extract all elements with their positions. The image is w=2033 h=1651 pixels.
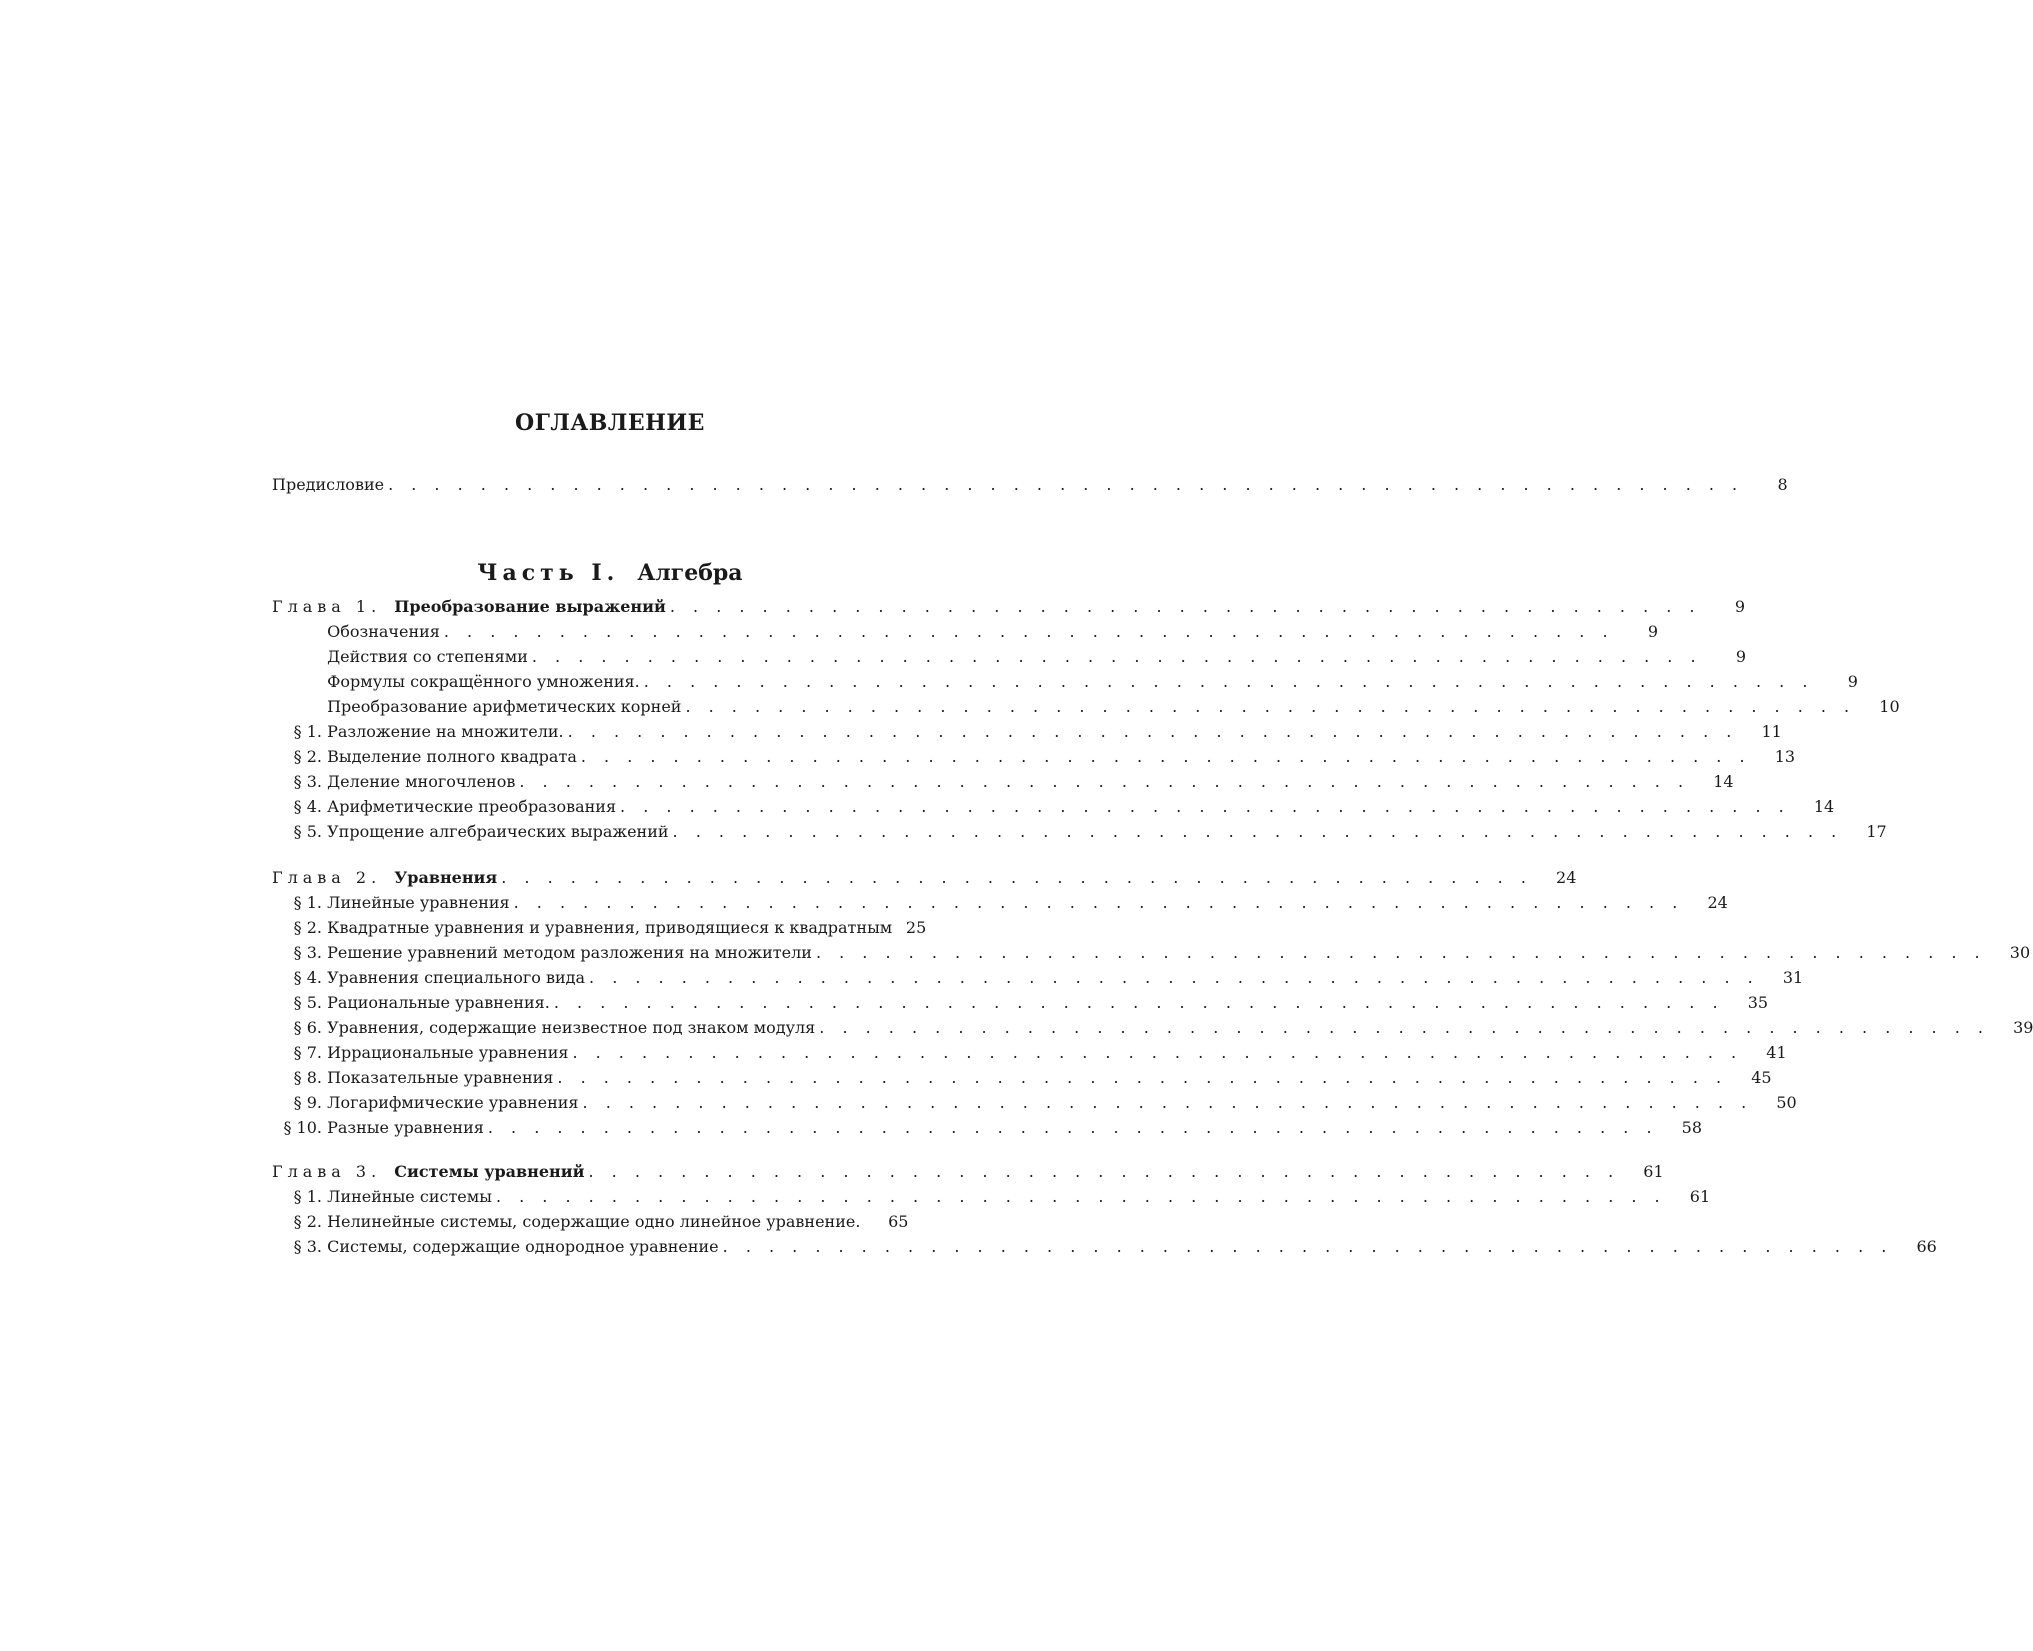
entry-title: Преобразование арифметических корней — [327, 697, 682, 716]
dot-leader: . . . . . . . . . . . . . . . . . . . . . . . . . . . . . . . . . . . . . . . . . . . . . — [501, 868, 1533, 887]
chapter-block-2 — [272, 865, 2033, 1140]
section-mark: § 1. — [293, 722, 322, 741]
section-mark: § 9. — [293, 1093, 322, 1112]
page-number: 41 — [1766, 1043, 1787, 1062]
entry-title: Решение уравнений методом разложения на множители — [327, 943, 812, 962]
section-mark: § 3. — [293, 943, 322, 962]
toc-entry[interactable] — [272, 1090, 1797, 1115]
toc-entry[interactable] — [272, 915, 927, 940]
toc-entry[interactable] — [272, 965, 1804, 990]
section-mark: § 8. — [293, 1068, 322, 1087]
page-number: 24 — [1556, 868, 1577, 887]
toc-entry[interactable] — [272, 1040, 1787, 1065]
section-mark: § 2. — [293, 1212, 322, 1231]
page-number: 35 — [1747, 993, 1769, 1012]
page-number: 9 — [1734, 597, 1746, 616]
dot-leader: . . . . . . . . . . . . . . . . . . . . . . . . . . . . . . . . . . . . . . . . . . . . . . . . . . . — [487, 1118, 1659, 1137]
chapter-block-3 — [272, 1159, 1937, 1259]
page-number: 9 — [1647, 622, 1659, 641]
dot-leader: . . . . . . . . . . . . . . . . . . . . . . . . . . . . . . . . . . . . . . . . . . . . . . . . . . . — [567, 722, 1738, 741]
section-mark: § 4. — [293, 797, 322, 816]
entry-title: Разложение на множители. — [327, 722, 564, 741]
toc-chapter-row[interactable] — [272, 1159, 1664, 1184]
toc-entry[interactable] — [272, 644, 1747, 669]
page-number: 31 — [1782, 968, 1804, 987]
page-number: 14 — [1813, 797, 1835, 816]
toc-entry-preface[interactable] — [272, 472, 1788, 497]
toc-entry[interactable] — [272, 1015, 2033, 1040]
entry-title: Линейные уравнения — [327, 893, 510, 912]
dot-leader: . . . . . . . . . . . . . . . . . . . . . . . . . . . . . . . . . . . . . . . . . . . . . . . . . . . — [620, 797, 1791, 816]
toc-entry[interactable] — [272, 619, 1659, 644]
preface-title: Предисловие — [272, 475, 385, 494]
dot-leader: . . . . . . . . . . . . . . . . . . . . . . . . . . . . . . . . . . . . . . . . . . . . . . . . . . . — [495, 1187, 1667, 1206]
dot-leader: . . . . . . . . . . . . . . . . . . . . . . . . . . . . . . . . . . . . . . . . . . . . . . . . . . . — [582, 1093, 1753, 1112]
page-number: 39 — [2013, 1018, 2033, 1037]
page-number: 11 — [1761, 722, 1782, 741]
dot-leader: . . . . . . . . . . . . . . . . . . . . . . . . . . . . . . . . . . . . . . . . . . . . . . . . . . . — [819, 1018, 1990, 1037]
toc-entry[interactable] — [272, 890, 1728, 915]
toc-chapter-row[interactable] — [272, 865, 1577, 890]
dot-leader: . . . . . . . . . . . . . . . . . . . . . . . . . . . . . . . . . . . . . . . . . . . . . . . . . . . — [643, 672, 1814, 691]
page-number: 61 — [1643, 1162, 1664, 1181]
toc-entry[interactable] — [272, 1234, 1937, 1259]
page-number: 13 — [1774, 747, 1796, 766]
page-number: 45 — [1751, 1068, 1772, 1087]
toc-entry[interactable] — [272, 769, 1734, 794]
toc-entry[interactable] — [272, 669, 1858, 694]
dot-leader: . . . . . . . . . . . . . . . . . . . . . . . . . . . . . . . . . . . . . . . . . . . . . . . . . . . — [513, 893, 1684, 912]
entry-title: Линейные системы — [327, 1187, 492, 1206]
entry-title: Действия со степенями — [327, 647, 528, 666]
dot-leader: . . . . . . . . . . . . . . . . . . . . . . . . . . . . . . . . . . . . . . . . . . . . . . . . . . . — [580, 747, 1752, 766]
page-number: 17 — [1866, 822, 1887, 841]
dot-leader: . . . . . . . . . . . . . . . . . . . . . . . . . . . . . . . . . . . . . . . . . . . . . . . . . . . — [589, 968, 1760, 987]
entry-title: Выделение полного квадрата — [327, 747, 577, 766]
section-mark: § 4. — [293, 968, 322, 987]
page-number: 30 — [2009, 943, 2031, 962]
entry-title: Обозначения — [327, 622, 440, 641]
page-number: 58 — [1681, 1118, 1703, 1137]
toc-entry[interactable] — [272, 794, 1835, 819]
dot-leader: . . . . . . . . . . . . . . . . . . . . . . . . . . . . . . . . . . . . . . . . . . . . . . . . . . . — [557, 1068, 1728, 1087]
page-number: 24 — [1707, 893, 1728, 912]
page-number: 9 — [1735, 647, 1747, 666]
page-number: 9 — [1847, 672, 1858, 691]
toc-entry[interactable] — [272, 694, 1900, 719]
page-number: 50 — [1776, 1093, 1797, 1112]
section-mark: § 1. — [293, 893, 322, 912]
toc-entry[interactable] — [272, 719, 1782, 744]
toc-entry[interactable] — [272, 1115, 1703, 1140]
dot-leader: . . . . . . . . . . . . . . . . . . . . . . . . . . . . . . . . . . . . . . . . . . . . . . . . . . . — [815, 943, 1987, 962]
dot-leader: . . . . . . . . . . . . . . . . . . . . . . . . . . . . . . . . . . . . . . . . . . . . . — [669, 597, 1702, 616]
part-heading — [0, 560, 1220, 586]
section-mark: § 2. — [293, 747, 322, 766]
section-mark: § 5. — [293, 993, 322, 1012]
dot-leader: . . . . . . . . . . . . . . . . . . . . . . . . . . . . . . . . . . . . . . . . . . . . . . . . . . . . . . . . . . . — [388, 475, 1744, 494]
page-number: 14 — [1713, 772, 1734, 791]
page-number: 10 — [1879, 697, 1900, 716]
toc-entry[interactable] — [272, 1209, 909, 1234]
page-number: 8 — [1777, 475, 1788, 494]
toc-entry[interactable] — [272, 990, 1769, 1015]
entry-title: Рациональные уравнения. — [327, 993, 550, 1012]
entry-title: Разные уравнения — [327, 1118, 484, 1137]
entry-title: Нелинейные системы, содержащие одно линейное уравнение. — [327, 1212, 861, 1231]
section-mark: § 1. — [293, 1187, 322, 1206]
page-number: 65 — [888, 1212, 909, 1231]
dot-leader: . . . . . . . . . . . . . . . . . . . . . . . . . . . . . . . . . . . . . . . . . . . . . . . . . . . — [519, 772, 1690, 791]
page-number: 66 — [1916, 1237, 1937, 1256]
chapter-title: Системы уравнений — [394, 1162, 585, 1181]
section-mark: § 10. — [283, 1118, 322, 1137]
chapter-label: Глава 1. — [272, 597, 382, 616]
entry-title: Уравнения, содержащие неизвестное под знаком модуля — [327, 1018, 816, 1037]
page-number: 61 — [1689, 1187, 1711, 1206]
dot-leader: . . . . . . . . . . . . . . . . . . . . . . . . . . . . . . . . . . . . . . . . . . . . . . . . . . . — [572, 1043, 1743, 1062]
chapter-label: Глава 2. — [272, 868, 382, 887]
entry-title: Логарифмические уравнения — [327, 1093, 579, 1112]
dot-leader: . . . . . . . . . . . . . . . . . . . . . . . . . . . . . . . . . . . . . . . . . . . . . . . . . . . — [443, 622, 1615, 641]
entry-title: Показательные уравнения — [327, 1068, 554, 1087]
page-number: 25 — [905, 918, 927, 937]
dot-leader: . . . . . . . . . . . . . . . . . . . . . . . . . . . . . . . . . . . . . . . . . . . . . — [588, 1162, 1620, 1181]
part-title: Алгебра — [637, 560, 743, 586]
preface-block — [272, 472, 1788, 497]
section-mark: § 3. — [293, 1237, 322, 1256]
toc-heading: ОГЛАВЛЕНИЕ — [515, 410, 705, 436]
section-mark: § 5. — [293, 822, 322, 841]
toc-entry[interactable] — [272, 819, 1887, 844]
toc-entry[interactable] — [272, 1184, 1711, 1209]
entry-title: Арифметические преобразования — [327, 797, 617, 816]
chapter-title: Уравнения — [394, 868, 498, 887]
section-mark: § 2. — [293, 918, 322, 937]
part-label: Часть I. — [477, 560, 620, 586]
toc-entry[interactable] — [272, 744, 1796, 769]
toc-entry[interactable] — [272, 1065, 1772, 1090]
entry-title: Квадратные уравнения и уравнения, приводящиеся к квадратным — [327, 918, 893, 937]
entry-title: Формулы сокращённого умножения. — [327, 672, 640, 691]
toc-entry[interactable] — [272, 940, 2031, 965]
section-mark: § 3. — [293, 772, 322, 791]
entry-title: Деление многочленов — [327, 772, 516, 791]
dot-leader: . . . . . . . . . . . . . . . . . . . . . . . . . . . . . . . . . . . . . . . . . . . . . . . . . . . — [531, 647, 1703, 666]
dot-leader: . . . . . . . . . . . . . . . . . . . . . . . . . . . . . . . . . . . . . . . . . . . . . . . . . . . — [672, 822, 1843, 841]
section-mark: § 6. — [293, 1018, 322, 1037]
chapter-title: Преобразование выражений — [394, 597, 666, 616]
entry-title: Системы, содержащие однородное уравнение — [327, 1237, 719, 1256]
dot-leader: . . . . . . . . . . . . . . . . . . . . . . . . . . . . . . . . . . . . . . . . . . . . . . . . . . . — [553, 993, 1725, 1012]
entry-title: Иррациональные уравнения — [327, 1043, 569, 1062]
toc-chapter-row[interactable] — [272, 594, 1746, 619]
chapter-label: Глава 3. — [272, 1162, 382, 1181]
entry-title: Упрощение алгебраических выражений — [327, 822, 669, 841]
dot-leader: . . . . . . . . . . . . . . . . . . . . . . . . . . . . . . . . . . . . . . . . . . . . . . . . . . . — [722, 1237, 1893, 1256]
section-mark: § 7. — [293, 1043, 322, 1062]
chapter-block-1 — [272, 594, 1900, 844]
entry-title: Уравнения специального вида — [327, 968, 586, 987]
dot-leader: . . . . . . . . . . . . . . . . . . . . . . . . . . . . . . . . . . . . . . . . . . . . . . . . . . . — [685, 697, 1856, 716]
